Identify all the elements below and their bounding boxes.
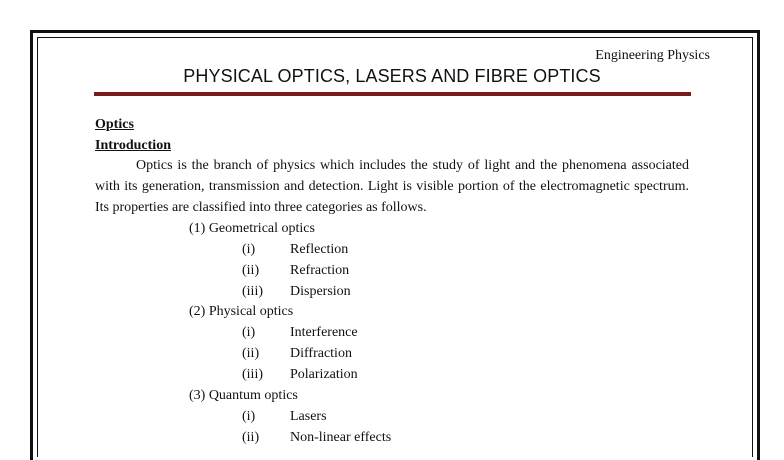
list-item-text: Dispersion: [290, 284, 351, 299]
list-item-text: Polarization: [290, 367, 358, 382]
section-heading: Optics: [95, 117, 134, 132]
list-item-text: Diffraction: [290, 346, 352, 361]
list-item-text: Interference: [290, 325, 358, 340]
list-item-number: (ii): [242, 263, 260, 278]
page-border-inner: [37, 37, 753, 457]
subheading: Introduction: [95, 138, 171, 153]
list-item-number: (iii): [242, 284, 263, 299]
title-rule: [94, 92, 691, 96]
document-title: PHYSICAL OPTICS, LASERS AND FIBRE OPTICS: [183, 66, 601, 86]
list-item-number: (iii): [242, 367, 263, 382]
intro-paragraph: Optics is the branch of physics which includes the study of light and the phenomena associated with its generation, transmission and detection. Light is visible portion of the electromagnetic spectrum. Its properties are classified into three categories as follows.: [95, 158, 689, 215]
category-label: (3) Quantum optics: [189, 388, 298, 403]
list-item-text: Non-linear effects: [290, 430, 392, 445]
list-item-text: Reflection: [290, 242, 349, 257]
list-item-number: (i): [242, 325, 256, 340]
list-item-number: (ii): [242, 346, 260, 361]
list-item-number: (ii): [242, 430, 260, 445]
list-item-text: Lasers: [290, 409, 327, 424]
category-label: (2) Physical optics: [189, 304, 294, 319]
list-item-text: Refraction: [290, 263, 350, 278]
header-subject: Engineering Physics: [595, 48, 710, 63]
list-item-number: (i): [242, 242, 256, 257]
category-label: (1) Geometrical optics: [189, 221, 315, 236]
list-item-number: (i): [242, 409, 256, 424]
